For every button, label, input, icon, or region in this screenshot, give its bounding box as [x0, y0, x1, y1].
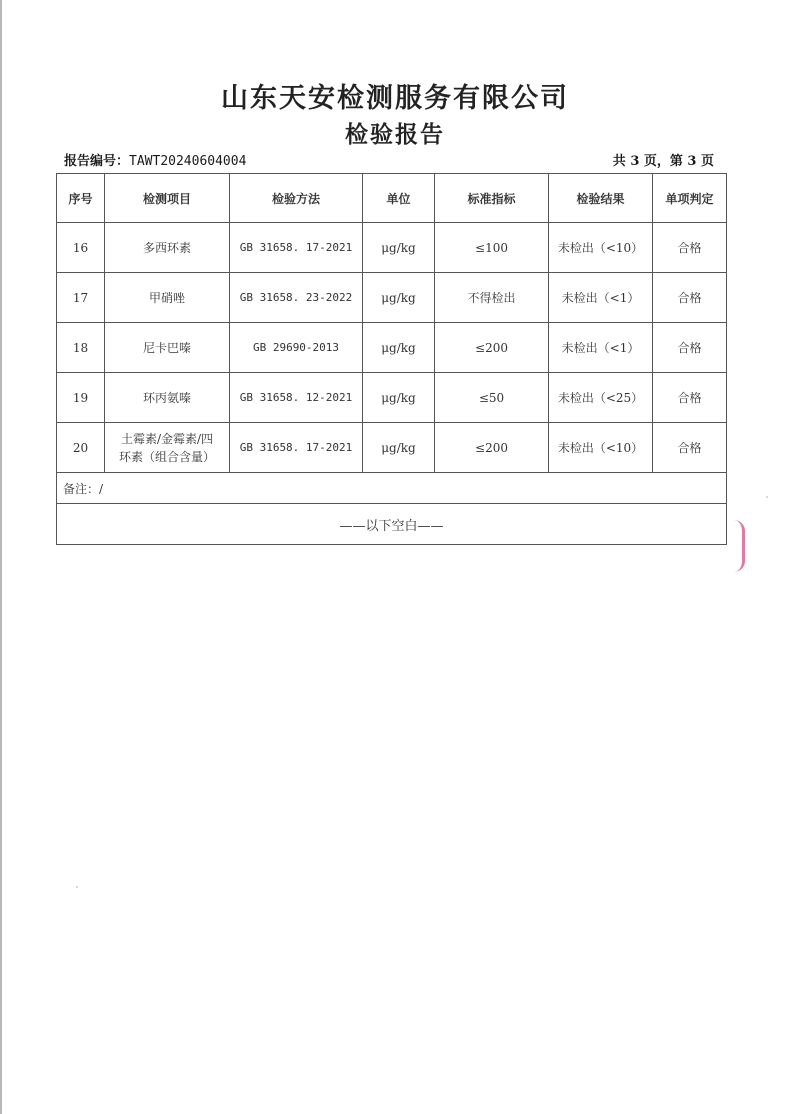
- cell-unit: μg/kg: [363, 223, 435, 273]
- cell-method: GB 31658. 17-2021: [230, 223, 363, 273]
- table-row: [57, 373, 727, 423]
- report-number: [64, 150, 246, 169]
- scan-speck: [76, 886, 78, 888]
- column-header: 单项判定: [653, 174, 727, 223]
- cell-item-line: 土霉素/金霉素/四: [120, 431, 214, 446]
- cell-result: 未检出（<1）: [549, 323, 653, 373]
- cell-no: 19: [57, 373, 105, 423]
- cell-standard: ≤200: [435, 423, 549, 473]
- cell-no: 16: [57, 223, 105, 273]
- column-header: 检测项目: [105, 174, 230, 223]
- cell-unit: μg/kg: [363, 373, 435, 423]
- report-meta: [64, 150, 714, 170]
- cell-method: GB 31658. 17-2021: [230, 423, 363, 473]
- note-text: 备注：/: [57, 473, 727, 504]
- company-name: 山东天安检测服务有限公司: [221, 83, 569, 114]
- column-header: 检验结果: [549, 174, 653, 223]
- cell-result: 未检出（<10）: [549, 423, 653, 473]
- blank-row: [57, 504, 727, 545]
- cell-standard: ≤200: [435, 323, 549, 373]
- cell-no: 17: [57, 273, 105, 323]
- note-row: [57, 473, 727, 504]
- cell-method: GB 31658. 12-2021: [230, 373, 363, 423]
- column-header: 序号: [57, 174, 105, 223]
- cell-unit: μg/kg: [363, 323, 435, 373]
- cell-item: 尼卡巴嗪: [105, 323, 230, 373]
- results-table: [56, 173, 727, 545]
- scan-speck: [766, 496, 768, 498]
- column-header: 标准指标: [435, 174, 549, 223]
- seal-stamp-edge: [734, 520, 745, 572]
- cell-unit: μg/kg: [363, 423, 435, 473]
- table-row: [57, 223, 727, 273]
- cell-result: 未检出（<25）: [549, 373, 653, 423]
- cell-verdict: 合格: [653, 223, 727, 273]
- cell-no: 18: [57, 323, 105, 373]
- column-header: 检验方法: [230, 174, 363, 223]
- cell-item: 环丙氨嗪: [105, 373, 230, 423]
- cell-verdict: 合格: [653, 423, 727, 473]
- cell-verdict: 合格: [653, 323, 727, 373]
- report-number-value: TAWT20240604004: [129, 154, 247, 169]
- cell-standard: ≤100: [435, 223, 549, 273]
- cell-item: [105, 423, 230, 473]
- cell-standard: ≤50: [435, 373, 549, 423]
- cell-unit: μg/kg: [363, 273, 435, 323]
- cell-item-line: 环素（组合含量）: [118, 449, 215, 464]
- cell-verdict: 合格: [653, 373, 727, 423]
- page-info: 共 3 页，第 3 页: [612, 154, 714, 169]
- cell-item: 甲硝唑: [105, 273, 230, 323]
- blank-marker: ——以下空白——: [57, 504, 727, 545]
- table-row: [57, 323, 727, 373]
- cell-item: 多西环素: [105, 223, 230, 273]
- cell-standard: 不得检出: [435, 273, 549, 323]
- cell-no: 20: [57, 423, 105, 473]
- cell-result: 未检出（<1）: [549, 273, 653, 323]
- table-header-row: [57, 174, 727, 223]
- cell-result: 未检出（<10）: [549, 223, 653, 273]
- report-number-label: 报告编号：: [64, 154, 130, 169]
- cell-method: GB 29690-2013: [230, 323, 363, 373]
- table-row: [57, 273, 727, 323]
- cell-verdict: 合格: [653, 273, 727, 323]
- column-header: 单位: [363, 174, 435, 223]
- cell-method: GB 31658. 23-2022: [230, 273, 363, 323]
- table-row: [57, 423, 727, 473]
- page-edge: [0, 0, 2, 1114]
- report-title: 检验报告: [345, 121, 445, 148]
